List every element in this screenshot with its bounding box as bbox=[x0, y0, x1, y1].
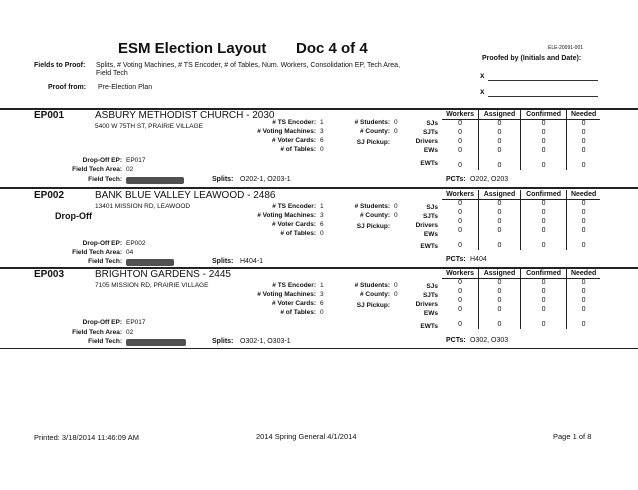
grid-cell: 0 bbox=[567, 287, 600, 296]
grid-cell: 0 bbox=[458, 209, 462, 216]
splits-value: O302-1, O303-1 bbox=[240, 338, 291, 345]
grid-row-ewts bbox=[442, 320, 600, 329]
sjts-label: SJTs bbox=[422, 292, 438, 299]
grid-cell: 0 bbox=[458, 227, 462, 234]
dropoff-tag: Drop-Off bbox=[55, 211, 92, 221]
field-tech-area-value: 02 bbox=[126, 166, 134, 173]
proof-from-label: Proof from: bbox=[48, 84, 87, 91]
drivers-label: Drivers bbox=[415, 138, 438, 145]
splits-label: Splits: bbox=[212, 338, 234, 345]
fields-to-proof-text: Splits, # Voting Machines, # TS Encoder, # of Tables, Num. Workers, Consolidation EP, Tech Area, bbox=[96, 62, 401, 69]
sjts-label: SJTs bbox=[422, 213, 438, 220]
staffing-grid bbox=[442, 190, 600, 250]
grid-cell: 0 bbox=[458, 120, 462, 128]
voting-machines-value: 3 bbox=[320, 128, 324, 135]
voting-machines-label: # Voting Machines: bbox=[257, 291, 316, 298]
dropoff-ep-label: Drop-Off EP: bbox=[82, 319, 122, 326]
grid-cell: 0 bbox=[458, 138, 462, 145]
entry-address: 5400 W 75TH ST, PRAIRIE VILLAGE bbox=[95, 123, 204, 130]
pcts-label: PCTs: bbox=[446, 176, 466, 183]
grid-cell: 0 bbox=[520, 199, 566, 208]
entry-address: 13401 MISSION RD, LEAWOOD bbox=[95, 203, 191, 210]
grid-cell: 0 bbox=[567, 305, 600, 314]
voter-cards-label: # Voter Cards: bbox=[272, 300, 316, 307]
county-value: 0 bbox=[394, 128, 398, 135]
ts-encoder-label: # TS Encoder: bbox=[272, 119, 316, 126]
grid-cell: 0 bbox=[567, 208, 600, 217]
grid-cell: 0 bbox=[458, 147, 462, 154]
grid-cell: 0 bbox=[479, 305, 521, 314]
dropoff-ep-value: EP002 bbox=[126, 240, 146, 247]
entry-name: BANK BLUE VALLEY LEAWOOD - 2486 bbox=[95, 190, 276, 201]
document-title: ESM Election Layout bbox=[118, 40, 267, 57]
students-value: 0 bbox=[394, 119, 398, 126]
ts-encoder-label: # TS Encoder: bbox=[272, 282, 316, 289]
county-label: # County: bbox=[360, 128, 390, 135]
ews-label: EWs bbox=[423, 231, 438, 238]
grid-row-ewts bbox=[442, 161, 600, 170]
fields-to-proof-label: Fields to Proof: bbox=[34, 62, 86, 69]
ews-label: EWs bbox=[423, 147, 438, 154]
grid-cell: 0 bbox=[458, 321, 462, 328]
ewts-label: EWTs bbox=[420, 160, 438, 167]
grid-row-drivers bbox=[442, 137, 600, 146]
grid-cell: 0 bbox=[567, 199, 600, 208]
sjs-label: SJs bbox=[426, 283, 438, 290]
grid-cell: 0 bbox=[520, 208, 566, 217]
proof-signature-line-1[interactable] bbox=[488, 80, 598, 81]
proof-signature-line-2[interactable] bbox=[488, 96, 598, 97]
ts-encoder-value: 1 bbox=[320, 282, 324, 289]
field-tech-label: Field Tech: bbox=[88, 338, 122, 345]
assigned-header: Assigned bbox=[479, 269, 521, 278]
grid-cell: 0 bbox=[479, 241, 521, 250]
grid-cell: 0 bbox=[458, 288, 462, 295]
grid-cell: 0 bbox=[479, 137, 521, 146]
field-tech-redaction bbox=[126, 339, 186, 346]
tables-label: # of Tables: bbox=[280, 230, 316, 237]
workers-header: Workers bbox=[442, 110, 479, 119]
voter-cards-value: 6 bbox=[320, 300, 324, 307]
grid-cell: 0 bbox=[567, 241, 600, 250]
entry-name: ASBURY METHODIST CHURCH - 2030 bbox=[95, 110, 275, 121]
grid-row-ewts bbox=[442, 241, 600, 250]
grid-cell: 0 bbox=[479, 119, 521, 128]
fields-to-proof-text-2: Field Tech bbox=[96, 70, 128, 77]
tables-label: # of Tables: bbox=[280, 309, 316, 316]
students-value: 0 bbox=[394, 203, 398, 210]
ts-encoder-label: # TS Encoder: bbox=[272, 203, 316, 210]
voting-machines-value: 3 bbox=[320, 212, 324, 219]
proof-x-mark-1: x bbox=[480, 71, 485, 80]
entry-address: 7105 MISSION RD, PRAIRIE VILLAGE bbox=[95, 282, 209, 289]
grid-row-drivers bbox=[442, 296, 600, 305]
printed-timestamp: Printed: 3/18/2014 11:46:09 AM bbox=[34, 433, 139, 442]
grid-cell: 0 bbox=[479, 199, 521, 208]
splits-label: Splits: bbox=[212, 258, 234, 265]
grid-row-sjts bbox=[442, 208, 600, 217]
grid-cell: 0 bbox=[458, 279, 462, 287]
students-value: 0 bbox=[394, 282, 398, 289]
county-label: # County: bbox=[360, 291, 390, 298]
sjs-label: SJs bbox=[426, 204, 438, 211]
grid-cell: 0 bbox=[520, 146, 566, 155]
voting-machines-value: 3 bbox=[320, 291, 324, 298]
voter-cards-label: # Voter Cards: bbox=[272, 137, 316, 144]
field-tech-area-value: 02 bbox=[126, 329, 134, 336]
entry-name: BRIGHTON GARDENS - 2445 bbox=[95, 269, 231, 280]
dropoff-ep-value: EP017 bbox=[126, 319, 146, 326]
sjts-label: SJTs bbox=[422, 129, 438, 136]
grid-cell: 0 bbox=[567, 278, 600, 287]
grid-cell: 0 bbox=[520, 137, 566, 146]
pcts-value: H404 bbox=[470, 256, 487, 263]
splits-value: O202-1, O203-1 bbox=[240, 176, 291, 183]
grid-cell: 0 bbox=[458, 162, 462, 169]
field-tech-area-label: Field Tech Area: bbox=[72, 166, 122, 173]
ews-label: EWs bbox=[423, 310, 438, 317]
tables-value: 0 bbox=[320, 146, 324, 153]
sj-pickup-label: SJ Pickup: bbox=[356, 302, 390, 309]
grid-cell: 0 bbox=[479, 320, 521, 329]
sj-pickup-label: SJ Pickup: bbox=[356, 223, 390, 230]
page-number: Page 1 of 8 bbox=[553, 432, 592, 441]
students-label: # Students: bbox=[354, 203, 390, 210]
grid-cell: 0 bbox=[520, 320, 566, 329]
grid-cell: 0 bbox=[479, 287, 521, 296]
grid-cell: 0 bbox=[520, 278, 566, 287]
grid-cell: 0 bbox=[567, 146, 600, 155]
ewts-label: EWTs bbox=[420, 323, 438, 330]
grid-cell: 0 bbox=[479, 226, 521, 235]
field-tech-area-label: Field Tech Area: bbox=[72, 249, 122, 256]
splits-label: Splits: bbox=[212, 176, 234, 183]
confirmed-header: Confirmed bbox=[520, 190, 566, 199]
grid-row-ews bbox=[442, 146, 600, 155]
grid-row-drivers bbox=[442, 217, 600, 226]
grid-row-ews bbox=[442, 305, 600, 314]
needed-header: Needed bbox=[567, 269, 600, 278]
grid-cell: 0 bbox=[479, 161, 521, 170]
proof-from-value: Pre-Election Plan bbox=[98, 84, 153, 91]
workers-header: Workers bbox=[442, 269, 479, 278]
workers-header: Workers bbox=[442, 190, 479, 199]
pcts-label: PCTs: bbox=[446, 337, 466, 344]
grid-cell: 0 bbox=[458, 306, 462, 313]
entry-id: EP001 bbox=[34, 110, 65, 121]
drivers-label: Drivers bbox=[415, 301, 438, 308]
tables-label: # of Tables: bbox=[280, 146, 316, 153]
pcts-value: O202, O203 bbox=[470, 176, 509, 183]
grid-row-sjts bbox=[442, 128, 600, 137]
grid-cell: 0 bbox=[520, 217, 566, 226]
grid-cell: 0 bbox=[479, 128, 521, 137]
dropoff-ep-label: Drop-Off EP: bbox=[82, 240, 122, 247]
pcts-value: O302, O303 bbox=[470, 337, 509, 344]
entry-id: EP002 bbox=[34, 190, 65, 201]
grid-cell: 0 bbox=[567, 217, 600, 226]
county-value: 0 bbox=[394, 291, 398, 298]
grid-cell: 0 bbox=[479, 278, 521, 287]
grid-cell: 0 bbox=[520, 226, 566, 235]
grid-cell: 0 bbox=[567, 320, 600, 329]
grid-cell: 0 bbox=[567, 161, 600, 170]
section-divider bbox=[0, 348, 638, 349]
grid-cell: 0 bbox=[520, 305, 566, 314]
grid-row-sjs bbox=[442, 278, 600, 287]
field-tech-label: Field Tech: bbox=[88, 176, 122, 183]
grid-cell: 0 bbox=[567, 137, 600, 146]
grid-cell: 0 bbox=[458, 218, 462, 225]
grid-cell: 0 bbox=[479, 208, 521, 217]
grid-cell: 0 bbox=[567, 296, 600, 305]
grid-row-sjs bbox=[442, 199, 600, 208]
field-tech-redaction bbox=[126, 259, 174, 266]
assigned-header: Assigned bbox=[479, 110, 521, 119]
doc-count-label: Doc 4 of 4 bbox=[296, 40, 368, 57]
grid-cell: 0 bbox=[567, 119, 600, 128]
ewts-label: EWTs bbox=[420, 243, 438, 250]
grid-cell: 0 bbox=[520, 161, 566, 170]
grid-cell: 0 bbox=[520, 296, 566, 305]
field-tech-redaction bbox=[126, 177, 184, 184]
grid-cell: 0 bbox=[567, 226, 600, 235]
election-name: 2014 Spring General 4/1/2014 bbox=[256, 432, 357, 441]
document-id: ELE-20091-001 bbox=[548, 45, 584, 51]
grid-cell: 0 bbox=[479, 217, 521, 226]
grid-cell: 0 bbox=[520, 119, 566, 128]
entry-id: EP003 bbox=[34, 269, 65, 280]
students-label: # Students: bbox=[354, 282, 390, 289]
section-divider bbox=[0, 187, 638, 189]
grid-cell: 0 bbox=[520, 241, 566, 250]
grid-row-sjs bbox=[442, 119, 600, 128]
voting-machines-label: # Voting Machines: bbox=[257, 212, 316, 219]
needed-header: Needed bbox=[567, 110, 600, 119]
field-tech-area-value: 04 bbox=[126, 249, 134, 256]
staffing-grid bbox=[442, 269, 600, 329]
field-tech-label: Field Tech: bbox=[88, 258, 122, 265]
staffing-grid bbox=[442, 110, 600, 170]
grid-cell: 0 bbox=[458, 242, 462, 249]
grid-cell: 0 bbox=[458, 129, 462, 136]
tables-value: 0 bbox=[320, 230, 324, 237]
proofed-by-label: Proofed by (Initials and Date): bbox=[482, 55, 582, 62]
pcts-label: PCTs: bbox=[446, 256, 466, 263]
proof-x-mark-2: x bbox=[480, 87, 485, 96]
grid-cell: 0 bbox=[458, 297, 462, 304]
students-label: # Students: bbox=[354, 119, 390, 126]
voter-cards-value: 6 bbox=[320, 221, 324, 228]
ts-encoder-value: 1 bbox=[320, 119, 324, 126]
dropoff-ep-label: Drop-Off EP: bbox=[82, 157, 122, 164]
grid-cell: 0 bbox=[458, 200, 462, 208]
voter-cards-value: 6 bbox=[320, 137, 324, 144]
county-label: # County: bbox=[360, 212, 390, 219]
field-tech-area-label: Field Tech Area: bbox=[72, 329, 122, 336]
dropoff-ep-value: EP017 bbox=[126, 157, 146, 164]
ts-encoder-value: 1 bbox=[320, 203, 324, 210]
tables-value: 0 bbox=[320, 309, 324, 316]
needed-header: Needed bbox=[567, 190, 600, 199]
drivers-label: Drivers bbox=[415, 222, 438, 229]
grid-cell: 0 bbox=[479, 146, 521, 155]
grid-row-ews bbox=[442, 226, 600, 235]
grid-cell: 0 bbox=[567, 128, 600, 137]
sj-pickup-label: SJ Pickup: bbox=[356, 139, 390, 146]
grid-row-sjts bbox=[442, 287, 600, 296]
county-value: 0 bbox=[394, 212, 398, 219]
splits-value: H404-1 bbox=[240, 258, 263, 265]
assigned-header: Assigned bbox=[479, 190, 521, 199]
grid-cell: 0 bbox=[520, 128, 566, 137]
grid-cell: 0 bbox=[520, 287, 566, 296]
sjs-label: SJs bbox=[426, 120, 438, 127]
confirmed-header: Confirmed bbox=[520, 269, 566, 278]
confirmed-header: Confirmed bbox=[520, 110, 566, 119]
grid-cell: 0 bbox=[479, 296, 521, 305]
voting-machines-label: # Voting Machines: bbox=[257, 128, 316, 135]
voter-cards-label: # Voter Cards: bbox=[272, 221, 316, 228]
